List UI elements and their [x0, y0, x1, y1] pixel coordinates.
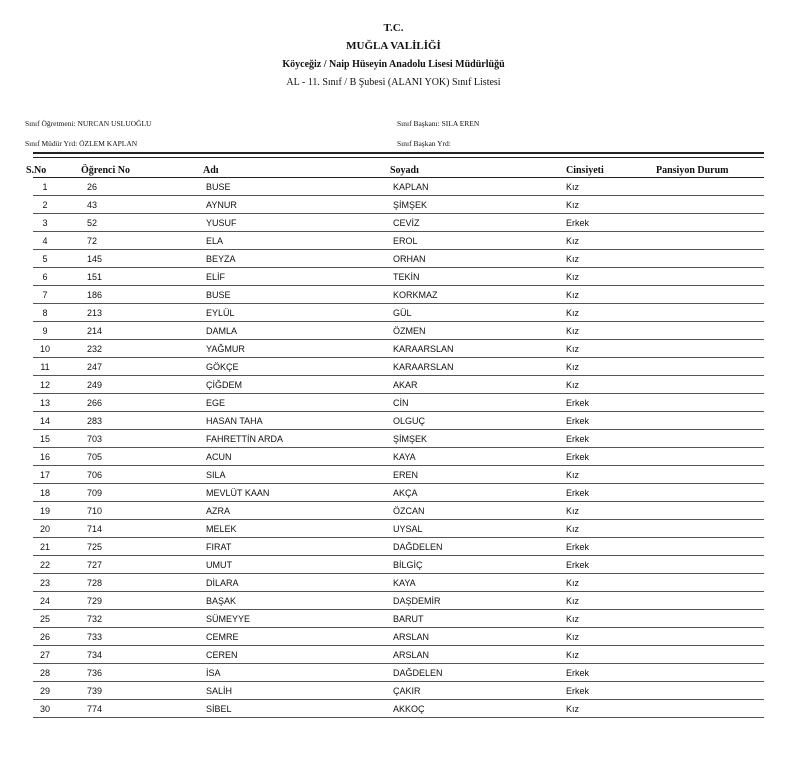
class-teacher: Sınıf Öğretmeni: NURCAN USLUOĞLU: [25, 119, 152, 128]
row-name: BUSE: [206, 182, 231, 192]
table-row: [33, 358, 764, 376]
row-sno: 3: [42, 218, 48, 228]
table-row: [33, 646, 764, 664]
row-student-no: 214: [87, 326, 103, 336]
vice-principal: Sınıf Müdür Yrd: ÖZLEM KAPLAN: [25, 139, 138, 148]
row-gender: Kız: [566, 380, 580, 390]
row-name: UMUT: [206, 560, 232, 570]
row-surname: ÖZCAN: [393, 506, 425, 516]
col-student-no: Öğrenci No: [81, 165, 130, 176]
row-student-no: 774: [87, 704, 103, 714]
row-gender: Kız: [566, 524, 580, 534]
row-student-no: 52: [87, 218, 98, 228]
table-row: [33, 430, 764, 448]
col-surname: Soyadı: [390, 165, 419, 176]
row-student-no: 727: [87, 560, 103, 570]
row-gender: Kız: [566, 470, 580, 480]
row-gender: Erkek: [566, 452, 590, 462]
table-row: [33, 304, 764, 322]
row-name: BAŞAK: [206, 596, 237, 606]
row-sno: 4: [42, 236, 48, 246]
document-title: AL - 11. Sınıf / B Şubesi (ALANI YOK) Sınıf Listesi: [286, 77, 501, 88]
student-table: [0, 178, 787, 718]
row-student-no: 145: [87, 254, 103, 264]
row-name: SÜMEYYE: [206, 614, 251, 624]
divider-top: [33, 152, 764, 154]
row-name: SALİH: [206, 686, 233, 696]
row-student-no: 728: [87, 578, 103, 588]
row-student-no: 733: [87, 632, 103, 642]
row-surname: CEVİZ: [393, 218, 420, 228]
row-gender: Erkek: [566, 542, 590, 552]
row-name: MELEK: [206, 524, 237, 534]
row-surname: UYSAL: [393, 524, 423, 534]
row-gender: Kız: [566, 308, 580, 318]
row-gender: Kız: [566, 650, 580, 660]
row-gender: Kız: [566, 596, 580, 606]
row-sno: 15: [39, 434, 50, 444]
row-sno: 28: [39, 668, 50, 678]
row-student-no: 705: [87, 452, 103, 462]
row-surname: KAYA: [393, 578, 416, 588]
row-name: DAMLA: [206, 326, 238, 336]
row-gender: Kız: [566, 272, 580, 282]
row-name: ÇİĞDEM: [206, 380, 242, 390]
divider-second: [33, 157, 764, 158]
row-name: HASAN TAHA: [206, 416, 263, 426]
row-surname: KARAARSLAN: [393, 344, 454, 354]
row-surname: AKÇA: [393, 488, 418, 498]
row-surname: ORHAN: [393, 254, 426, 264]
row-student-no: 186: [87, 290, 103, 300]
row-surname: CİN: [393, 398, 409, 408]
row-student-no: 729: [87, 596, 103, 606]
table-row: [33, 448, 764, 466]
row-surname: DAĞDELEN: [393, 668, 443, 678]
row-surname: AKKOÇ: [393, 704, 425, 714]
row-sno: 9: [42, 326, 48, 336]
table-row: [33, 574, 764, 592]
row-student-no: 72: [87, 236, 98, 246]
row-sno: 24: [39, 596, 50, 606]
row-student-no: 736: [87, 668, 103, 678]
table-row: [33, 376, 764, 394]
row-student-no: 283: [87, 416, 103, 426]
table-row: [33, 322, 764, 340]
row-name: SILA: [206, 470, 226, 480]
row-sno: 25: [39, 614, 50, 624]
table-row: [33, 682, 764, 700]
row-name: EGE: [206, 398, 226, 408]
row-student-no: 213: [87, 308, 103, 318]
row-surname: DAŞDEMİR: [393, 596, 441, 606]
row-name: ELA: [206, 236, 224, 246]
row-student-no: 266: [87, 398, 103, 408]
row-name: BUSE: [206, 290, 231, 300]
table-row: [33, 628, 764, 646]
row-name: ACUN: [206, 452, 232, 462]
row-gender: Kız: [566, 182, 580, 192]
row-name: BEYZA: [206, 254, 236, 264]
row-gender: Kız: [566, 578, 580, 588]
row-gender: Erkek: [566, 488, 590, 498]
row-name: AZRA: [206, 506, 231, 516]
row-student-no: 247: [87, 362, 103, 372]
row-name: GÖKÇE: [206, 362, 239, 372]
row-sno: 29: [39, 686, 50, 696]
row-surname: OLGUÇ: [393, 416, 426, 426]
row-surname: EROL: [393, 236, 418, 246]
row-sno: 2: [42, 200, 48, 210]
row-name: YAĞMUR: [206, 344, 245, 354]
table-row: [33, 520, 764, 538]
row-sno: 8: [42, 308, 48, 318]
row-student-no: 709: [87, 488, 103, 498]
row-student-no: 714: [87, 524, 103, 534]
row-sno: 11: [40, 362, 50, 372]
table-header: [0, 162, 787, 178]
row-sno: 27: [39, 650, 50, 660]
row-gender: Kız: [566, 344, 580, 354]
row-gender: Kız: [566, 326, 580, 336]
row-gender: Kız: [566, 614, 580, 624]
row-sno: 1: [42, 182, 48, 192]
row-surname: ARSLAN: [393, 632, 430, 642]
table-row: [33, 556, 764, 574]
row-sno: 30: [39, 704, 50, 714]
row-surname: ÖZMEN: [393, 326, 426, 336]
row-name: CEREN: [206, 650, 238, 660]
row-gender: Kız: [566, 704, 580, 714]
row-sno: 17: [39, 470, 50, 480]
row-surname: DAĞDELEN: [393, 542, 443, 552]
row-gender: Kız: [566, 200, 580, 210]
row-gender: Kız: [566, 236, 580, 246]
row-gender: Erkek: [566, 398, 590, 408]
row-sno: 20: [39, 524, 50, 534]
row-sno: 26: [39, 632, 50, 642]
row-surname: ŞİMŞEK: [393, 200, 428, 210]
class-head-deputy: Sınıf Başkan Yrd:: [397, 139, 451, 148]
row-sno: 10: [39, 344, 50, 354]
col-boarding: Pansiyon Durum: [656, 165, 729, 176]
row-surname: TEKİN: [393, 272, 420, 282]
row-surname: GÜL: [393, 308, 412, 318]
row-sno: 5: [42, 254, 48, 264]
row-surname: ÇAKIR: [393, 686, 421, 696]
row-gender: Kız: [566, 506, 580, 516]
row-student-no: 703: [87, 434, 103, 444]
row-sno: 19: [39, 506, 50, 516]
row-gender: Kız: [566, 290, 580, 300]
table-row: [33, 232, 764, 250]
row-surname: KORKMAZ: [393, 290, 438, 300]
table-row: [33, 214, 764, 232]
header-line-1: T.C.: [383, 22, 404, 34]
row-gender: Erkek: [566, 560, 590, 570]
row-name: EYLÜL: [206, 308, 235, 318]
table-row: [33, 502, 764, 520]
row-student-no: 151: [87, 272, 103, 282]
row-gender: Erkek: [566, 686, 590, 696]
row-gender: Kız: [566, 632, 580, 642]
table-row: [33, 394, 764, 412]
row-sno: 16: [39, 452, 50, 462]
row-surname: AKAR: [393, 380, 418, 390]
row-gender: Erkek: [566, 218, 590, 228]
row-surname: ŞİMŞEK: [393, 434, 428, 444]
row-name: YUSUF: [206, 218, 237, 228]
row-sno: 12: [39, 380, 50, 390]
col-name: Adı: [203, 165, 219, 176]
row-name: İSA: [206, 668, 221, 678]
row-sno: 14: [39, 416, 50, 426]
row-surname: KAYA: [393, 452, 416, 462]
row-name: FIRAT: [206, 542, 232, 552]
row-student-no: 710: [87, 506, 103, 516]
table-row: [33, 610, 764, 628]
table-row: [33, 412, 764, 430]
table-row: [33, 340, 764, 358]
table-row: [33, 592, 764, 610]
row-sno: 22: [39, 560, 50, 570]
row-gender: Erkek: [566, 434, 590, 444]
row-gender: Kız: [566, 254, 580, 264]
col-sno: S.No: [26, 165, 47, 176]
row-sno: 13: [39, 398, 50, 408]
table-row: [33, 268, 764, 286]
row-student-no: 732: [87, 614, 103, 624]
table-row: [33, 538, 764, 556]
row-sno: 6: [42, 272, 48, 282]
row-name: DİLARA: [206, 578, 239, 588]
row-gender: Kız: [566, 362, 580, 372]
row-sno: 7: [42, 290, 48, 300]
row-sno: 21: [39, 542, 50, 552]
row-name: CEMRE: [206, 632, 239, 642]
row-gender: Erkek: [566, 416, 590, 426]
row-surname: KAPLAN: [393, 182, 429, 192]
table-row: [33, 250, 764, 268]
row-student-no: 734: [87, 650, 103, 660]
row-student-no: 232: [87, 344, 103, 354]
row-gender: Erkek: [566, 668, 590, 678]
row-name: SİBEL: [206, 704, 232, 714]
row-surname: EREN: [393, 470, 419, 480]
row-surname: BİLGİÇ: [393, 560, 423, 570]
row-name: MEVLÜT KAAN: [206, 488, 270, 498]
table-row: [33, 700, 764, 718]
row-sno: 18: [39, 488, 50, 498]
row-student-no: 725: [87, 542, 103, 552]
row-student-no: 26: [87, 182, 98, 192]
row-name: ELİF: [206, 272, 226, 282]
school-name: Köyceğiz / Naip Hüseyin Anadolu Lisesi Müdürlüğü: [282, 59, 505, 70]
row-surname: KARAARSLAN: [393, 362, 454, 372]
class-head: Sınıf Başkanı: SILA EREN: [397, 119, 480, 128]
table-row: [33, 196, 764, 214]
table-row: [33, 664, 764, 682]
row-surname: BARUT: [393, 614, 424, 624]
table-row: [33, 466, 764, 484]
row-name: FAHRETTİN ARDA: [206, 434, 284, 444]
row-student-no: 249: [87, 380, 103, 390]
row-student-no: 706: [87, 470, 103, 480]
table-row: [33, 178, 764, 196]
row-surname: ARSLAN: [393, 650, 430, 660]
row-name: AYNUR: [206, 200, 237, 210]
col-gender: Cinsiyeti: [566, 165, 604, 176]
table-row: [33, 286, 764, 304]
row-student-no: 43: [87, 200, 98, 210]
header-line-2: MUĞLA VALİLİĞİ: [346, 40, 441, 52]
row-student-no: 739: [87, 686, 103, 696]
row-sno: 23: [39, 578, 50, 588]
table-row: [33, 484, 764, 502]
